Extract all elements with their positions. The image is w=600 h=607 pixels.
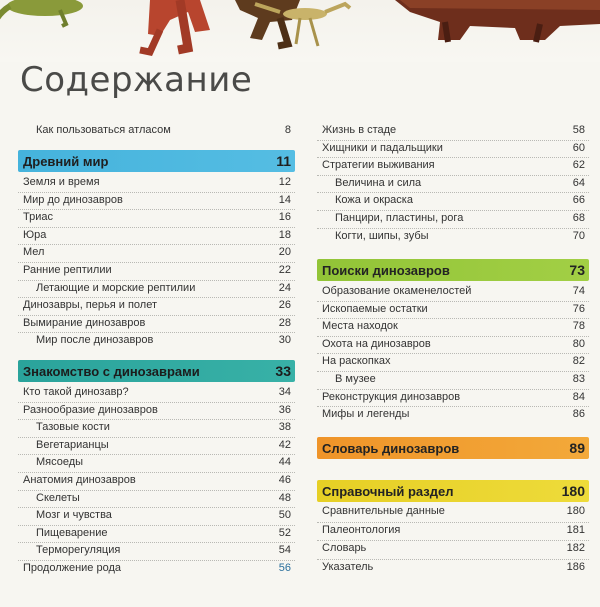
entry-label: Мозг и чувства — [36, 509, 112, 522]
entry-page: 26 — [278, 299, 291, 312]
yellow-dinosaur-icon — [255, 4, 350, 46]
toc-entry[interactable] — [18, 507, 295, 524]
entry-page: 66 — [572, 194, 585, 207]
entry-label: На раскопках — [322, 355, 391, 368]
entry-page: 12 — [278, 176, 291, 188]
entry-label: Сравнительные данные — [322, 505, 445, 517]
entry-label: Реконструкция динозавров — [322, 390, 461, 403]
entry-label: Мясоеды — [36, 456, 84, 469]
entry-page: 20 — [278, 246, 291, 259]
entry-label: Стратегии выживания — [322, 159, 435, 172]
entry-page: 54 — [278, 544, 291, 557]
toc-entry[interactable] — [317, 140, 589, 157]
section-title: Знакомство с динозаврами — [23, 363, 200, 379]
entry-page: 86 — [572, 408, 585, 421]
toc-entry[interactable] — [317, 522, 589, 539]
toc-entry[interactable] — [317, 371, 589, 388]
entry-label: Тазовые кости — [36, 421, 110, 434]
entry-page: 180 — [566, 505, 585, 517]
entry-page: 70 — [572, 229, 585, 242]
toc-entry[interactable] — [18, 244, 295, 261]
entry-label: Терморегуляция — [36, 544, 121, 557]
toc-entry[interactable] — [18, 192, 295, 209]
toc-entry[interactable] — [18, 209, 295, 226]
section-page: 11 — [276, 153, 291, 169]
toc-entry[interactable] — [18, 262, 295, 279]
entry-page: 58 — [572, 124, 585, 136]
entry-label: Юра — [23, 228, 47, 241]
entry-label: Анатомия динозавров — [23, 474, 136, 486]
section-header-ancient-world[interactable] — [18, 150, 295, 172]
toc-entry[interactable] — [317, 122, 589, 139]
dinosaur-illustration-band — [0, 0, 600, 62]
entry-label: Ископаемые остатки — [322, 302, 428, 315]
entry-label: Летающие и морские рептилии — [36, 281, 196, 294]
toc-entry[interactable] — [317, 192, 589, 209]
toc-entry[interactable] — [317, 503, 589, 520]
toc-entry[interactable] — [18, 419, 295, 436]
entry-page: 76 — [572, 302, 585, 315]
toc-entry[interactable] — [18, 122, 295, 139]
entry-page: 78 — [572, 320, 585, 333]
toc-entry[interactable] — [317, 210, 589, 227]
entry-label: Динозавры, перья и полет — [23, 299, 157, 312]
red-dinosaur-icon — [140, 0, 210, 52]
entry-page: 46 — [278, 474, 291, 486]
entry-label: Кожа и окраска — [335, 194, 413, 207]
entry-label: Кто такой динозавр? — [23, 386, 129, 398]
entry-page: 68 — [572, 212, 585, 224]
entry-page: 181 — [566, 523, 585, 536]
entry-page: 84 — [572, 390, 585, 403]
entry-label: Места находок — [322, 320, 398, 333]
entry-label: Мир после динозавров — [36, 334, 154, 347]
toc-entry[interactable] — [317, 318, 589, 335]
section-header-meet-dinosaurs[interactable] — [18, 360, 295, 382]
entry-page: 24 — [278, 281, 291, 294]
section-title: Справочный раздел — [322, 483, 454, 499]
toc-entry[interactable] — [317, 353, 589, 370]
entry-label: Вымирание динозавров — [23, 316, 146, 329]
entry-label: Триас — [23, 211, 53, 224]
green-dinosaur-icon — [0, 0, 83, 26]
toc-entry[interactable] — [317, 157, 589, 174]
section-title: Словарь динозавров — [322, 440, 460, 456]
entry-label: В музее — [335, 373, 376, 385]
entry-label: Жизнь в стаде — [322, 124, 397, 136]
entry-label: Хищники и падальщики — [322, 141, 443, 154]
entry-label: Когти, шипы, зубы — [335, 229, 429, 242]
entry-label: Пищеварение — [36, 526, 108, 539]
toc-entry[interactable] — [317, 301, 589, 318]
entry-label: Панцири, пластины, рога — [335, 212, 464, 224]
entry-page: 60 — [572, 141, 585, 154]
entry-page: 62 — [572, 159, 585, 172]
entry-page: 74 — [572, 285, 585, 297]
entry-page: 50 — [278, 509, 291, 522]
toc-entry[interactable] — [317, 389, 589, 406]
toc-entry[interactable] — [317, 283, 589, 300]
toc-entry[interactable] — [18, 490, 295, 507]
entry-page: 8 — [284, 124, 291, 136]
entry-label: Мир до динозавров — [23, 193, 123, 206]
entry-label: Словарь — [322, 542, 367, 554]
section-header-dinosaur-dictionary[interactable] — [317, 437, 589, 459]
page-title: Содержание — [20, 60, 253, 100]
entry-page: 30 — [278, 334, 291, 347]
entry-label: Скелеты — [36, 491, 80, 504]
section-page: 73 — [569, 262, 585, 278]
toc-entry[interactable] — [317, 406, 589, 423]
entry-page: 38 — [278, 421, 291, 434]
entry-page: 36 — [278, 403, 291, 416]
armored-dinosaur-icon — [395, 0, 600, 42]
entry-label: Вегетарианцы — [36, 438, 109, 451]
entry-page: 182 — [566, 542, 585, 554]
entry-page: 80 — [572, 337, 585, 350]
entry-page: 28 — [278, 316, 291, 329]
toc-entry[interactable] — [18, 332, 295, 349]
section-title: Поиски динозавров — [322, 262, 450, 278]
entry-page: 56 — [278, 562, 291, 574]
entry-label: Указатель — [322, 560, 374, 573]
entry-label: Ранние рептилии — [23, 264, 112, 276]
section-page: 180 — [561, 483, 585, 499]
entry-page: 83 — [572, 373, 585, 385]
toc-entry[interactable] — [317, 228, 589, 245]
entry-label: Мел — [23, 246, 45, 259]
section-page: 89 — [569, 440, 585, 456]
entry-label: Земля и время — [23, 176, 100, 188]
entry-page: 48 — [278, 491, 291, 504]
entry-page: 34 — [278, 386, 291, 398]
entry-page: 42 — [278, 438, 291, 451]
entry-page: 52 — [278, 526, 291, 539]
toc-entry[interactable] — [18, 227, 295, 244]
toc-entry[interactable] — [18, 174, 295, 191]
entry-label: Величина и сила — [335, 176, 422, 189]
entry-page: 18 — [278, 228, 291, 241]
toc-entry[interactable] — [317, 175, 589, 192]
toc-entry[interactable] — [18, 280, 295, 297]
toc-entry[interactable] — [18, 472, 295, 489]
section-page: 33 — [275, 363, 291, 379]
entry-label: Мифы и легенды — [322, 408, 410, 421]
toc-entry[interactable] — [18, 454, 295, 471]
toc-entry[interactable] — [317, 540, 589, 557]
entry-page: 44 — [278, 456, 291, 469]
toc-entry[interactable] — [18, 525, 295, 542]
toc-entry[interactable] — [18, 560, 295, 577]
toc-entry[interactable] — [317, 559, 589, 576]
entry-label: Разнообразие динозавров — [23, 403, 158, 416]
entry-page: 14 — [278, 193, 291, 206]
entry-label: Палеонтология — [322, 523, 401, 536]
section-header-dinosaur-search[interactable] — [317, 259, 589, 281]
toc-entry[interactable] — [18, 297, 295, 314]
section-header-reference[interactable] — [317, 480, 589, 502]
toc-entry[interactable] — [18, 384, 295, 401]
toc-entry[interactable] — [18, 542, 295, 559]
entry-label: Продолжение рода — [23, 562, 122, 574]
entry-label: Образование окаменелостей — [322, 285, 472, 297]
toc-entry[interactable] — [317, 336, 589, 353]
section-title: Древний мир — [23, 153, 109, 169]
entry-page: 16 — [278, 211, 291, 224]
entry-label: Как пользоваться атласом — [36, 124, 171, 136]
entry-page: 64 — [572, 176, 585, 189]
entry-page: 22 — [278, 264, 291, 276]
toc-entry[interactable] — [18, 437, 295, 454]
dinosaur-illustration — [0, 0, 600, 62]
entry-label: Охота на динозавров — [322, 337, 431, 350]
toc-entry[interactable] — [18, 402, 295, 419]
entry-page: 186 — [566, 560, 585, 573]
entry-page: 82 — [572, 355, 585, 368]
toc-entry[interactable] — [18, 315, 295, 332]
